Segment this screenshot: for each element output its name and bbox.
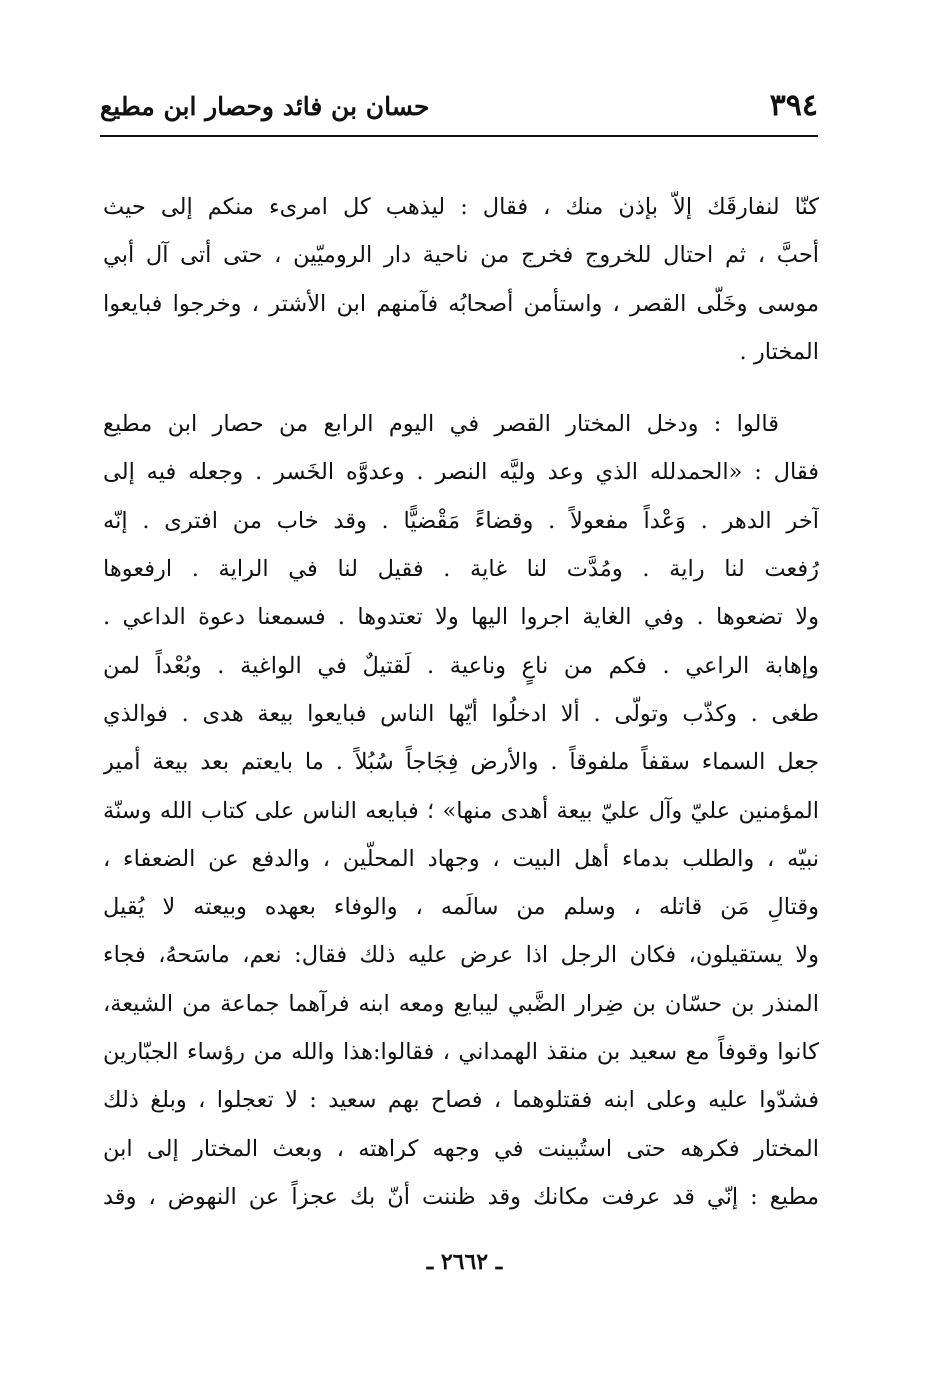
text-line: فشدّوا عليه وعلى ابنه فقتلوهما ، فصاح بهم سعيد : لا تعجلوا ، وبلغ ذلك <box>103 1087 819 1114</box>
text-line: المؤمنين عليّ وآل عليّ بيعة أهدى منها» ؛ فبايعه الناس على كتاب الله وسنّة <box>103 797 819 824</box>
text-line: كانوا وقوفاً مع سعيد بن منقذ الهمداني ، فقالوا:هذا والله من رؤساء الجبّارين <box>103 1039 819 1066</box>
text-line: المختار فكرهه حتى استُبينت في وجهه كراهته ، وبعث المختار إلى ابن <box>103 1135 819 1162</box>
text-line: مطيع : إنّي قد عرفت مكانك وقد ظننت أنّ بك عجزاً عن النهوض ، وقد <box>103 1183 819 1210</box>
text-line: طغى . وكذّب وتولّى . ألا ادخلُوا أيّها الناس فبايعوا بيعة هدى . فوالذي <box>103 700 819 727</box>
body-text <box>103 183 819 1221</box>
text-line: وقتالِ مَن قاتله ، وسلم من سالَمه ، والوفاء بعهده وبيعته لا يُقيل <box>103 894 819 921</box>
header-rule <box>100 135 818 137</box>
text-line: ولا يستقيلون، فكان الرجل اذا عرض عليه ذلك فقال: نعم، ماسَحهُ، فجاء <box>103 942 819 969</box>
text-line: أحبَّ ، ثم احتال للخروج فخرج من ناحية دار الروميّين ، حتى أتى آل أبي <box>103 242 819 269</box>
text-line: ولا تضعوها . وفي الغاية اجروا اليها ولا تعتدوها . فسمعنا دعوة الداعي . <box>103 604 819 631</box>
text-line: نبيّه ، والطلب بدماء أهل البيت ، وجهاد المحلّين ، والدفع عن الضعفاء ، <box>103 845 819 872</box>
folio-number: ـ ٢٦٦٢ ـ <box>426 1249 503 1275</box>
text-line: قالوا : ودخل المختار القصر في اليوم الرابع من حصار ابن مطيع <box>103 411 779 438</box>
paragraph-gap <box>103 376 819 400</box>
text-line: فقال : «الحمدلله الذي وعد وليَّه النصر . وعدوَّه الخَسر . وجعله فيه إلى <box>103 459 819 486</box>
text-line: كنّا لنفارقَك إلاّ بإذن منك ، فقال : ليذهب كل امرىء منكم إلى حيث <box>103 194 819 220</box>
page-header <box>100 88 818 128</box>
paragraph-1 <box>103 183 819 376</box>
text-line: المختار . <box>739 338 819 365</box>
page-number: ٣٩٤ <box>769 88 818 123</box>
text-line: رُفعت لنا راية . ومُدَّت لنا غاية . فقيل لنا في الراية . ارفعوها <box>103 556 819 583</box>
text-line: المنذر بن حسّان بن ضِرار الضَّبي ليبايع ومعه ابنه فرآهما جماعة من الشيعة، <box>103 990 819 1017</box>
text-line: جعل السماء سقفاً ملفوقاً . والأرض فِجَاجاً سُبُلاً . ما بايعتم بعد بيعة أمير <box>103 749 819 776</box>
running-title: حسان بن فائد وحصار ابن مطيع <box>100 92 430 121</box>
paragraph-2 <box>103 400 819 1221</box>
text-line: وإهابة الراعي . فكم من ناعٍ وناعية . لَقتيلٌ في الواغية . وبُعْداً لمن <box>103 652 819 679</box>
text-line: آخر الدهر . وَعْداً مفعولاً . وقضاءً مَقْضيًّا . وقد خاب من افترى . إنّه <box>103 507 819 534</box>
text-line: موسى وخَلّى القصر ، واستأمن أصحابُه فآمنهم ابن الأشتر ، وخرجوا فبايعوا <box>103 290 819 317</box>
